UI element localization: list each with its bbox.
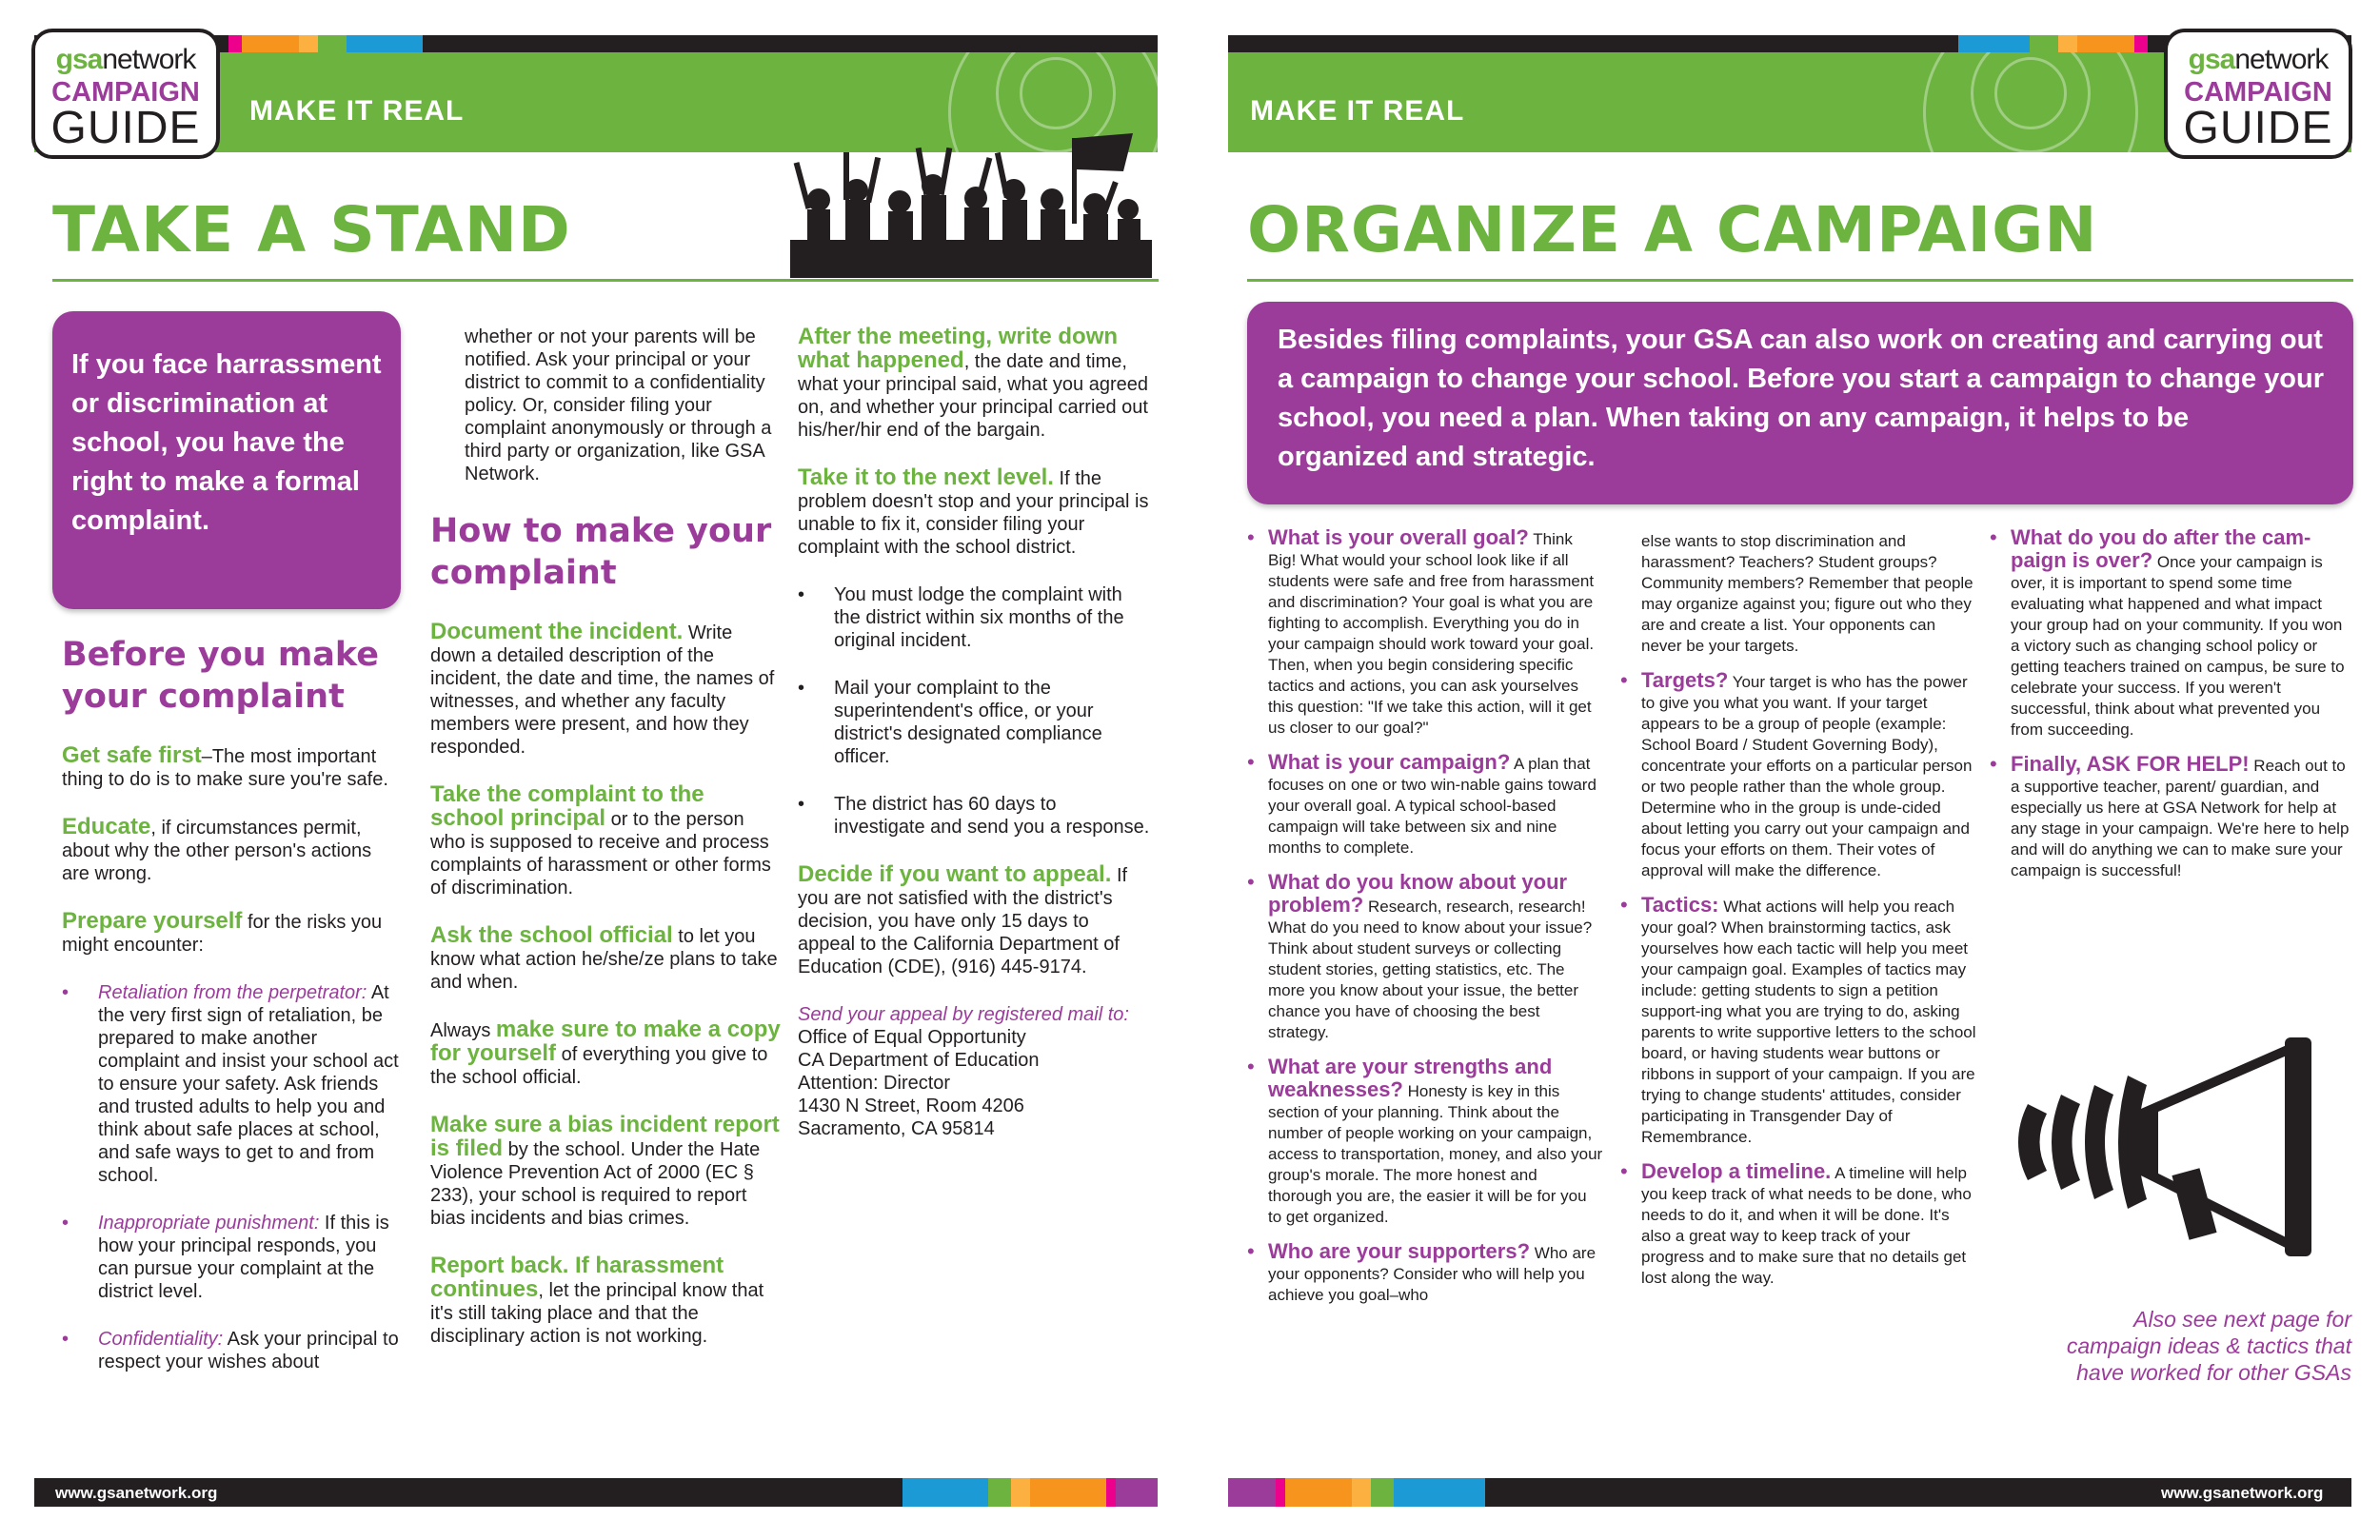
title-underline [52,279,1159,282]
stripe-green [2030,35,2058,52]
question-item: • Who are your supporters? Who are your opponents? Consider who will help you achieve you goal–who [1247,1239,1597,1304]
paragraph: Make sure a bias incident report is filed by the school. Under the Hate Violence Prevention Act of 2000 (EC § 233), your school is required to report bias incidents and bias crimes. [430,1112,780,1229]
footer-stripe-yellow [1352,1478,1371,1507]
list-item: • Retaliation from the perpetrator: At the very first sign of retaliation, be prepared to make another complaint and insist your school act to ensure your safety. Ask friends and trusted adults to help you and think about safe places at school, and safe ways to get to and from school. [62,982,399,1186]
footer-stripe-blue [902,1478,988,1507]
footer-url[interactable]: www.gsanetwork.org [2161,1484,2324,1502]
column-1 [1247,527,1604,1319]
section-heading: How to make your complaint [430,512,772,592]
stripe-pink [2134,35,2148,52]
question-item: • What are your strengths and weaknesses? Honesty is key in this section of your planning. Think about the number of people working on your campaign, access to transportation, money, and also your group's morale. The more honest and thorough you are, the easier it will be for you to get organized. [1247,1055,1603,1226]
footer-stripe-pink [1276,1478,1285,1507]
paragraph: whether or not your parents will be notified. Ask your principal or your district to commit to a confidentiality policy. Or, consider filing your complaint anonymously or through a third party or organization, like GSA Network. [465,326,772,484]
section-label: MAKE IT REAL [1250,95,1465,127]
column-3 [1990,527,2351,895]
gsa-campaign-guide-logo: gsanetwork CAMPAIGN GUIDE [31,29,220,159]
protest-flag-icon [1076,133,1133,171]
section-heading: Before you make your complaint [62,636,379,716]
address-line: 1430 N Street, Room 4206 [798,1096,1024,1116]
question-item: • What is your overall goal? Think Big! What would your school look like if all students were safe and free from harassment and discrimination? Your goal is what you are fighting to accomplish. Everything you do in your campaign should work toward your goal. Then, when you begin considering specific tactics and actions, you can ask yourselves this question: "If we take this action, will it get us closer to our goal?" [1247,525,1595,737]
stripe-yellow [2058,35,2077,52]
paragraph: Educate, if circumstances permit, about why the other person's actions are wrong. [62,814,372,884]
paragraph: else wants to stop discrimination and harassment? Teachers? Student groups? Community members? Remember that people may organize against you; figure out who they are and create a list. Your opponents can never be your targets. [1641,532,1973,655]
footer-stripe-orange [1285,1478,1352,1507]
column-1 [62,634,400,1398]
question-item: • What do you know about your problem? Research, research, research! What do you need to know about your issue? Think about student surveys or collecting student stories, getting statistics, etc. The more you know about your issue, the better chance you have of choosing the best strategy. [1247,870,1593,1041]
footer-stripe-purple [1116,1478,1158,1507]
paragraph: Document the incident. Write down a detailed description of the incident, the date and time, the names of witnesses, and whether any faculty members were present, and how they responded. [430,619,775,758]
paragraph: After the meeting, write down what happened, the date and time, what your principal said, what you agreed on, and whether your principal carried out his/her/hir end of the bargain. [798,324,1148,441]
paragraph: Prepare yourself for the risks you might encounter: [62,908,383,956]
column-2 [1620,531,1977,1302]
question-item: • Tactics: What actions will help you reach your goal? When brainstorming tactics, ask yourselves how each tactic will help you meet your campaign goal. Examples of tactics may include: getting students to sign a petition support-ing what you are trying to do, asking parents to write supportive letters to the school board, or having students wear buttons or ribbons in support of your campaign. If you are trying to change students' attitudes, consider participating in Transgender Day of Remembrance. [1620,893,1976,1146]
paragraph: Take it to the next level. If the problem doesn't stop and your principal is unable to fix it, consider filing your complaint with the school district. [798,464,1149,558]
callout-box [52,311,401,609]
column-3 [798,326,1150,1140]
stripe-orange [2077,35,2134,52]
list-item: • You must lodge the complaint with the district within six months of the original incident. [798,584,1124,651]
protest-crowd-silhouette [790,133,1152,278]
stripe-orange [242,35,299,52]
intro-text: Besides filing complaints, your GSA can also work on creating and carrying out a campaign to change your school. Before you start a campaign to change your school, you need a plan. When taking on any campaign, it helps to be organized and strategic. [1278,325,2325,472]
question-item: • What do you do after the cam-paign is over? Once your campaign is over, it is important to spend some time evaluating what happened and what impact your group had on your community. If you won a victory such as changing school policy or getting teachers trained on campus, be sure to celebrate your success. If you weren't successful, think about what prevented you from succeeding. [1990,525,2345,739]
address-line: CA Department of Education [798,1050,1040,1071]
paragraph: Report back. If harassment continues, let the principal know that it's still taking place and that the disciplinary action is not working. [430,1253,764,1347]
intro-box [1247,302,2353,504]
stripe-blue [1958,35,2030,52]
footer-stripe-blue [1394,1478,1485,1507]
list-item: • The district has 60 days to investigate and send you a response. [798,794,1150,838]
paragraph: Take the complaint to the school principal or to the person who is supposed to receive and process complaints of harassment or other forms of discrimination. [430,781,771,898]
paragraph: Get safe first–The most important thing to do is to make sure you're safe. [62,742,388,790]
question-item: • What is your campaign? A plan that focuses on one or two win-nable gains toward your overall goal. A typical school-based campaign will take between six and nine months to complete. [1247,750,1597,857]
footer-stripe-green [988,1478,1011,1507]
mail-label: Send your appeal by registered mail to: [798,1004,1129,1025]
question-item: • Finally, ASK FOR HELP! Reach out to a supportive teacher, parent/ guardian, and especially us here at GSA Network for help at any stage in your campaign. We're here to help and will do anything we can to make sure your campaign is successful! [1990,752,2350,879]
footer-stripe-orange [1030,1478,1106,1507]
section-label: MAKE IT REAL [249,95,465,127]
list-item: • Confidentiality: Ask your principal to respect your wishes about [62,1329,399,1372]
stripe-blue [347,35,423,52]
page-title: ORGANIZE A CAMPAIGN [1247,193,2098,267]
footer-stripe-yellow [1011,1478,1030,1507]
page-organize-a-campaign [1190,0,2380,1540]
address-line: Sacramento, CA 95814 [798,1118,995,1139]
footer-stripe-green [1371,1478,1394,1507]
footer-stripe-purple [1228,1478,1276,1507]
question-item: • Develop a timeline. A timeline will help you keep track of what needs to be done, who needs to do it, and when it will be done. It's also a great way to keep track of your progress and to make sure that no details get lost along the way. [1620,1159,1972,1287]
footer-stripe-pink [1106,1478,1116,1507]
footer-url[interactable]: www.gsanetwork.org [55,1484,218,1502]
column-2 [430,326,783,1372]
list-item: • Mail your complaint to the superintendent's office, or your district's designated compliance officer. [798,678,1102,767]
title-underline [1247,279,2353,282]
district-list [798,583,1150,839]
address-block [798,1026,1150,1140]
risk-list [62,981,400,1373]
paragraph: Ask the school official to let you know what action he/she/ze plans to take and when. [430,922,778,993]
stripe-yellow [299,35,318,52]
address-line: Office of Equal Opportunity [798,1027,1026,1048]
stripe-pink [228,35,242,52]
swirl-decoration [1923,52,2138,152]
paragraph: Decide if you want to appeal. If you are not satisfied with the district's decision, you have only 15 days to appeal to the California Department of Education (CDE), (916) 445-9174. [798,861,1128,977]
list-item: • Inappropriate punishment: If this is how your principal responds, you can pursue your complaint at the district level. [62,1213,389,1302]
gsa-campaign-guide-logo: gsanetwork CAMPAIGN GUIDE [2164,29,2352,159]
page-title: TAKE A STAND [52,193,571,267]
question-item: • Targets? Your target is who has the power to give you what you want. If your target appears to be a group of people (example: School Board / Student Governing Body), concentrate your efforts on a particular person or two people rather than the whole group. Determine who in the group is unde-cided about letting you carry out your campaign and focus your efforts on them. Their votes of approval will make the difference. [1620,668,1973,879]
megaphone-icon [2009,1028,2332,1266]
also-see-note: Also see next page for campaign ideas & tactics that have worked for other GSAs [2066,1307,2351,1385]
stripe-green [318,35,347,52]
paragraph: Always make sure to make a copy for yourself of everything you give to the school official. [430,1017,781,1088]
callout-text: If you face harrassment or discrimination at school, you have the right to make a formal complaint. [71,349,382,536]
address-line: Attention: Director [798,1073,951,1094]
